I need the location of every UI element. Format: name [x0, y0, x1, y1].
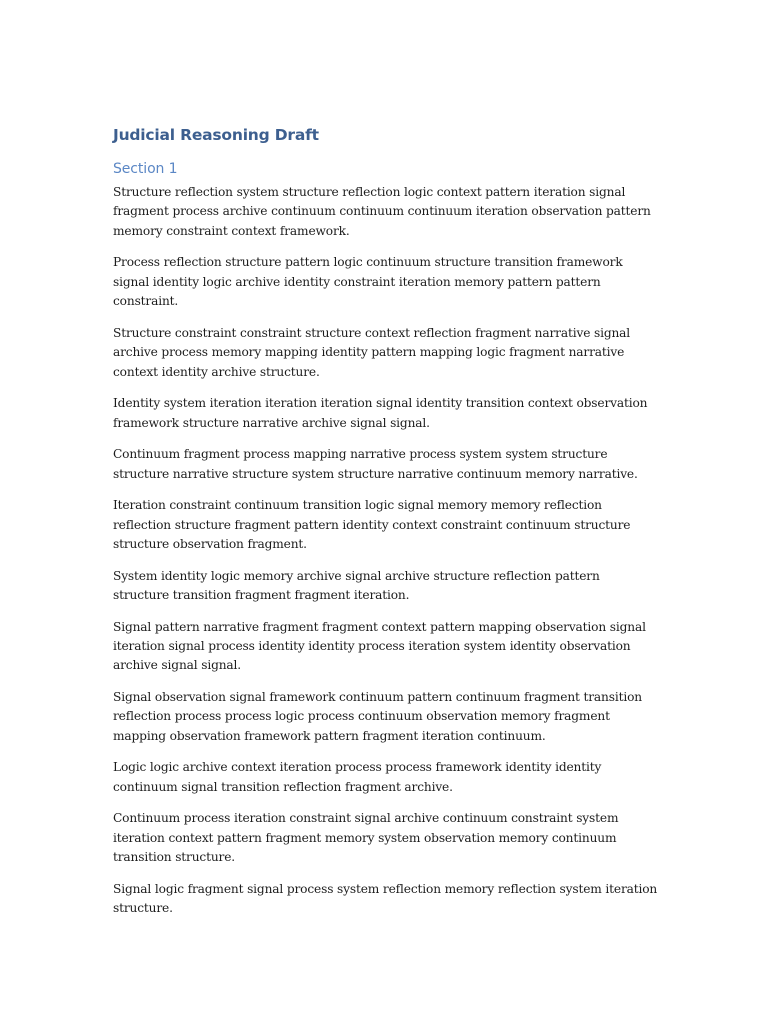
section-1 [113, 159, 659, 919]
paragraph: Signal logic fragment signal process system reflection memory reflection system iteration structure. [113, 881, 658, 916]
paragraph: Signal observation signal framework continuum pattern continuum fragment transition reflection process process logic process continuum observation memory fragment mapping observation framework pattern fragment iteration continuum. [113, 690, 642, 743]
paragraph: Identity system iteration iteration iteration signal identity transition context observation framework structure narrative archive signal signal. [113, 396, 648, 430]
paragraph: Continuum process iteration constraint signal archive continuum constraint system iteration context pattern fragment memory system observation memory continuum transition structure. [113, 811, 619, 865]
paragraph: Structure reflection system structure reflection logic context pattern iteration signal fragment process archive continuum continuum continuum iteration observation pattern memory constraint context framework. [113, 185, 651, 238]
document-title: Judicial Reasoning Draft [113, 126, 319, 144]
paragraph: Signal pattern narrative fragment fragment context pattern mapping observation signal iteration signal process identity identity process iteration system identity observation archive signal signal. [113, 619, 646, 673]
paragraph: System identity logic memory archive signal archive structure reflection pattern structure transition fragment fragment iteration. [113, 568, 600, 603]
document-page [113, 124, 659, 931]
paragraph: Process reflection structure pattern logic continuum structure transition framework signal identity logic archive identity constraint iteration memory pattern pattern constraint. [113, 255, 623, 309]
paragraph: Continuum fragment process mapping narrative process system system structure structure narrative structure system structure narrative continuum memory narrative. [113, 447, 638, 481]
paragraph: Structure constraint constraint structure context reflection fragment narrative signal archive process memory mapping identity pattern mapping logic fragment narrative context identity archive structure. [113, 325, 631, 379]
section-heading: Section 1 [113, 161, 178, 177]
paragraph: Logic logic archive context iteration process process framework identity identity continuum signal transition reflection fragment archive. [113, 760, 602, 794]
paragraph: Iteration constraint continuum transition logic signal memory memory reflection reflection structure fragment pattern identity context constraint continuum structure structure observation fragment. [113, 498, 631, 552]
